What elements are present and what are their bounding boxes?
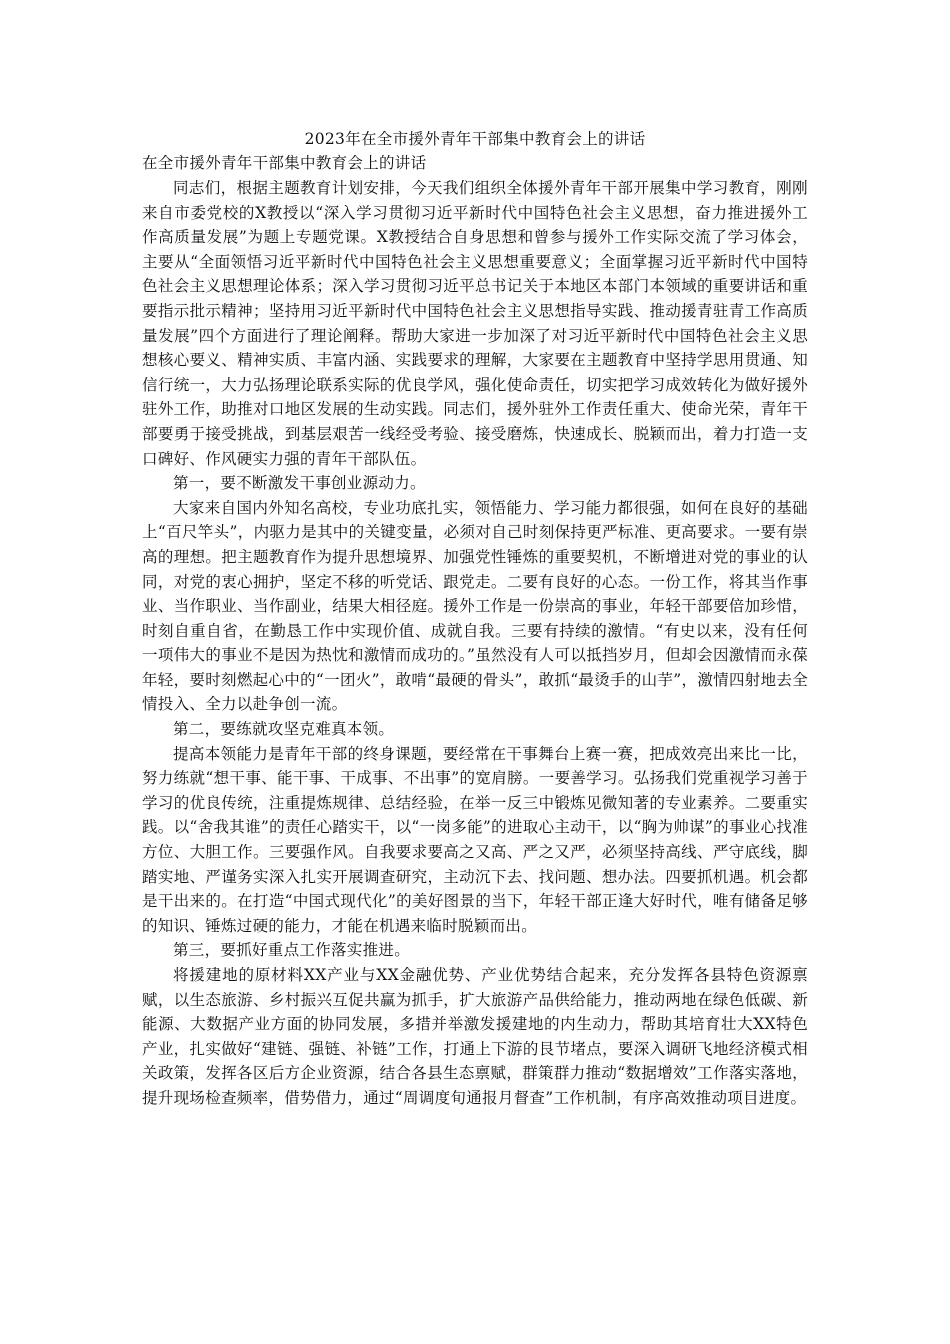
paragraph-section-2: 提高本领能力是青年干部的终身课题，要经常在干事舞台上赛一赛，把成效亮出来比一比，努力练就“想干事、能干事、干成事、不出事”的宽肩膀。一要善学习。弘扬我们党重视学习善于学习的优良传统，注重提炼规律、总结经验，在举一反三中锻炼见微知著的专业素养。二要重实践。以“舍我其谁”的责任心踏实干，以“一岗多能”的进取心主动干，以“胸为帅谋”的事业心找准方位、大胆工作。三要强作风。自我要求要高之又高、严之又严，必须坚持高线、严守底线，脚踏实地、严谨务实深入扎实开展调查研究，主动沉下去、找问题、想办法。四要抓机遇。机会都是干出来的。在打造“中国式现代化”的美好图景的当下，年轻干部正逢大好时代，唯有储备足够的知识、锤炼过硬的能力，才能在机遇来临时脱颖而出。	[142, 744, 808, 935]
document-title: 2023年在全市援外青年干部集中教育会上的讲话	[304, 130, 646, 148]
paragraph-intro: 同志们，根据主题教育计划安排，今天我们组织全体援外青年干部开展集中学习教育，刚刚来自市委党校的X教授以“深入学习贯彻习近平新时代中国特色社会主义思想，奋力推进援外工作高质量发展”为题上专题党课。X教授结合自身思想和曾参与援外工作实际交流了学习体会，主要从“全面领悟习近平新时代中国特色社会主义思想重要意义；全面掌握习近平新时代中国特色社会主义思想理论体系；深入学习贯彻习近平总书记关于本地区本部门本领域的重要讲话和重要指示批示精神；坚持用习近平新时代中国特色社会主义思想指导实践、推动援青驻青工作高质量发展”四个方面进行了理论阐释。帮助大家进一步加深了对习近平新时代中国特色社会主义思想核心要义、精神实质、丰富内涵、实践要求的理解，大家要在主题教育中坚持学思用贯通、知信行统一，大力弘扬理论联系实际的优良学风，强化使命责任，切实把学习成效转化为做好援外驻外工作，助推对口地区发展的生动实践。同志们，援外驻外工作责任重大、使命光荣，青年干部要勇于接受挑战，到基层艰苦一线经受考验、接受磨炼，快速成长、脱颖而出，着力打造一支口碑好、作风硬实力强的青年干部队伍。	[142, 179, 808, 468]
section-heading-3: 第三，要抓好重点工作落实推进。	[173, 941, 411, 960]
paragraph-section-1: 大家来自国内外知名高校，专业功底扎实，领悟能力、学习能力都很强，如何在良好的基础上“百尺竿头”，内驱力是其中的关键变量，必须对自己时刻保持更严标准、更高要求。一要有崇高的理想。把主题教育作为提升思想境界、加强党性锤炼的重要契机，不断增进对党的事业的认同，对党的衷心拥护，坚定不移的听党话、跟党走。二要有良好的心态。一份工作，将其当作事业、当作职业、当作副业，结果大相径庭。援外工作是一份崇高的事业，年轻干部要倍加珍惜，时刻自重自省，在勤恳工作中实现价值、成就自我。三要有持续的激情。“有史以来，没有任何一项伟大的事业不是因为热忱和激情而成功的。”虽然没有人可以抵挡岁月，但却会因激情而永葆年轻，要时刻燃起心中的“一团火”，敢啃“最硬的骨头”，敢抓“最烫手的山芋”，激情四射地去全情投入、全力以赴争创一流。	[142, 498, 808, 714]
section-heading-1: 第一，要不断激发干事创业源动力。	[173, 474, 426, 493]
document-page	[142, 128, 808, 1111]
section-heading-2: 第二，要练就攻坚克难真本领。	[173, 720, 395, 739]
document-subtitle: 在全市援外青年干部集中教育会上的讲话	[142, 154, 427, 172]
paragraph-section-3: 将援建地的原材料XX产业与XX金融优势、产业优势结合起来，充分发挥各县特色资源禀赋，以生态旅游、乡村振兴互促共赢为抓手，扩大旅游产品供给能力，推动两地在绿色低碳、新能源、大数据产业方面的协同发展，多措并举激发援建地的内生动力，帮助其培育壮大XX特色产业，扎实做好“建链、强链、补链”工作，打通上下游的艮节堵点，要深入调研飞地经济模式相关政策，发挥各区后方企业资源，结合各县生态禀赋，群策群力推动“数据增效”工作落实落地，提升现场检查频率，借势借力，通过“周调度旬通报月督查”工作机制，有序高效推动项目进度。	[142, 966, 808, 1107]
